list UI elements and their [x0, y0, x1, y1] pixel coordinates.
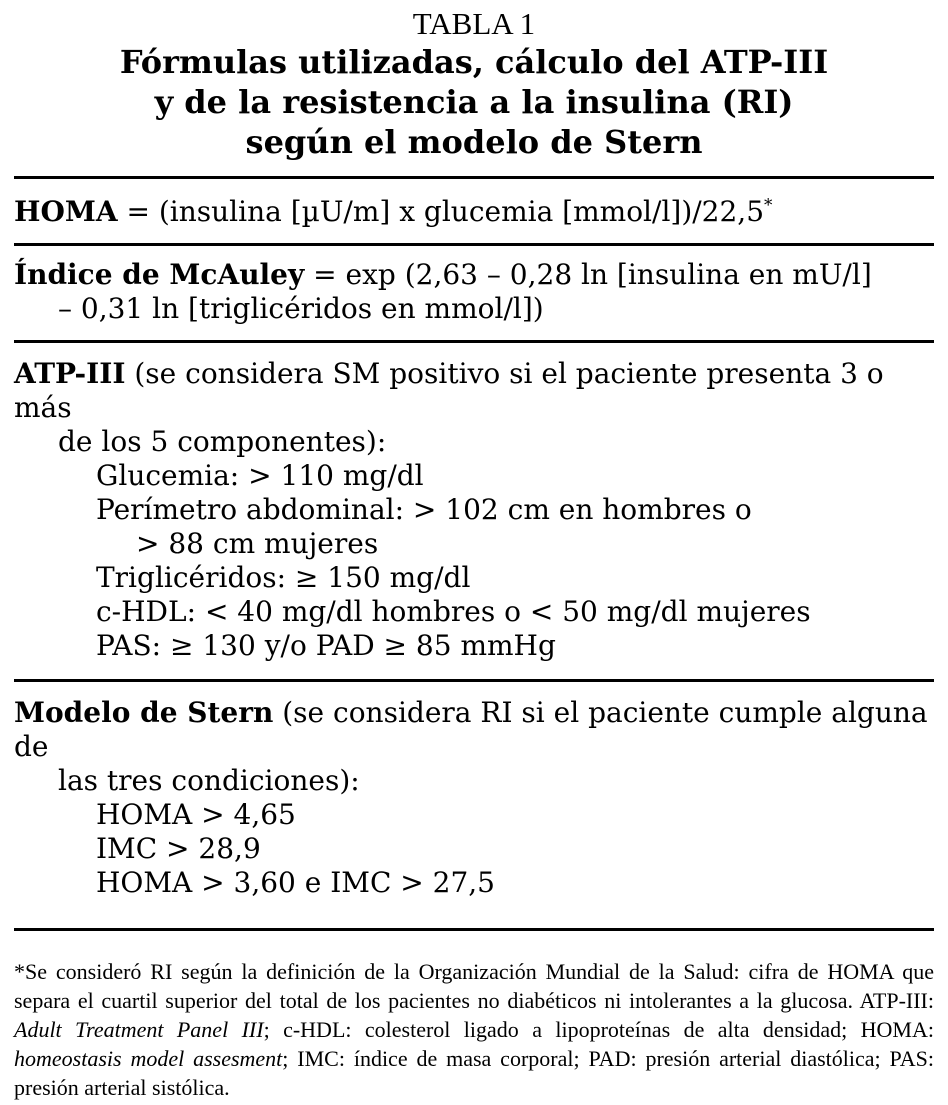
atp-criterion: Triglicéridos: ≥ 150 mg/dl: [96, 561, 471, 594]
table-label: TABLA 1: [412, 6, 536, 41]
mcauley-formula-line2: – 0,31 ln [triglicéridos en mmol/l]): [58, 292, 544, 325]
footnote-italic-term: Adult Treatment Panel III: [14, 1017, 264, 1042]
stern-row: [14, 682, 934, 928]
caption-line: Fórmulas utilizadas, cálculo del ATP-III: [119, 43, 829, 81]
stern-condition: HOMA > 3,60 e IMC > 27,5: [96, 866, 495, 899]
stern-condition: IMC > 28,9: [96, 832, 261, 865]
atp-row: [14, 343, 934, 679]
table-caption: [14, 42, 934, 162]
footnote-italic-term: homeostasis model assesment: [14, 1046, 283, 1071]
mcauley-row: [14, 246, 934, 340]
mcauley-formula-line1: = exp (2,63 – 0,28 ln [insulina en mU/l]: [304, 258, 872, 291]
atp-term: ATP-III: [14, 357, 126, 390]
atp-criterion: Perímetro abdominal: > 102 cm en hombres o: [96, 493, 752, 526]
stern-intro-line1: (se considera RI si el paciente cumple alguna de: [14, 696, 928, 763]
atp-criterion: c-HDL: < 40 mg/dl hombres o < 50 mg/dl mujeres: [96, 595, 811, 628]
footnote-text: ; IMC: índice de masa corporal; PAD: presión arterial diastólica; PAS: presión arterial sistólica.: [14, 1046, 934, 1100]
stern-term: Modelo de Stern: [14, 696, 274, 729]
homa-row: [14, 179, 934, 243]
table-page: [14, 0, 934, 1102]
footnote-text: ; c-HDL: colesterol ligado a lipoproteínas de alta densidad; HOMA:: [263, 1017, 934, 1042]
table-footnote: [14, 931, 934, 1102]
atp-criterion: PAS: ≥ 130 y/o PAD ≥ 85 mmHg: [96, 629, 556, 662]
stern-intro-line2: las tres condiciones):: [58, 764, 360, 797]
caption-line: según el modelo de Stern: [245, 123, 703, 161]
homa-footnote-mark: *: [764, 194, 773, 215]
mcauley-term: Índice de McAuley: [14, 258, 305, 291]
stern-condition: HOMA > 4,65: [96, 798, 296, 831]
homa-formula: = (insulina [µU/m] x glucemia [mmol/l])/22,5: [117, 195, 765, 228]
atp-intro-line1: (se considera SM positivo si el paciente presenta 3 o más: [14, 357, 884, 424]
homa-term: HOMA: [14, 195, 118, 228]
footnote-text: *Se consideró RI según la definición de la Organización Mundial de la Salud: cifra de HOMA que separa el cuartil superior del total de los pacientes no diabéticos ni intolerantes a la glucosa. ATP-III:: [14, 959, 934, 1013]
atp-intro-line2: de los 5 componentes):: [58, 425, 387, 458]
atp-criterion: Glucemia: > 110 mg/dl: [96, 459, 424, 492]
atp-criterion: > 88 cm mujeres: [136, 527, 379, 560]
caption-line: y de la resistencia a la insulina (RI): [154, 83, 794, 121]
